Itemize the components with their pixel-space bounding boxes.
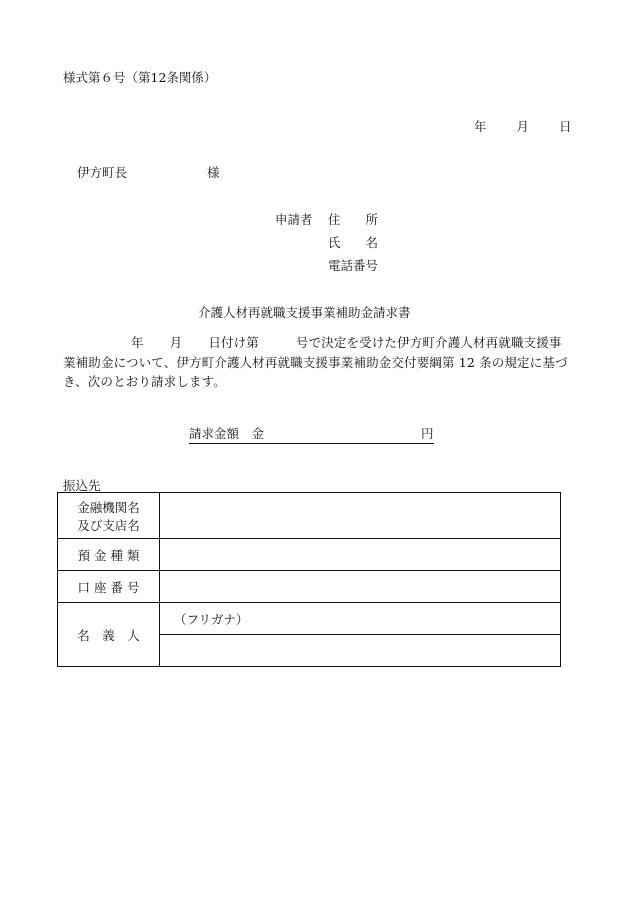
phone-label: 電話番号 <box>328 258 379 273</box>
applicant-lead: 申請者 <box>275 212 313 227</box>
addressee-honorific: 様 <box>207 165 220 180</box>
addressee-name: 伊方町長 <box>77 165 128 180</box>
form-number: 様式第６号（第12条関係） <box>63 70 217 85</box>
date-day: 日 <box>559 119 572 134</box>
bank-label-1: 金融機関名 <box>77 499 140 515</box>
deposit-type-label: 預 金 種 類 <box>58 539 160 571</box>
body-year: 年 <box>131 335 144 350</box>
bank-label-2: 及び支店名 <box>77 517 140 533</box>
body-text: 号で決定を受けた伊方町介護人材再就職支援事業補助金について、伊方町介護人材再就職支援事業補助金交付要綱第 12 条の規定に基づき、次のとおり請求します。 <box>63 335 568 389</box>
account-number-label: 口 座 番 号 <box>58 571 160 603</box>
furigana-field[interactable]: （フリガナ） <box>160 603 561 635</box>
bank-table <box>57 492 561 667</box>
deposit-row <box>58 539 561 571</box>
address-label: 住 所 <box>328 212 379 227</box>
body-month: 月 <box>169 335 183 350</box>
transfer-label: 振込先 <box>63 478 101 493</box>
applicant-block <box>275 208 378 277</box>
amount-yen: 円 <box>421 426 434 441</box>
deposit-type-field[interactable] <box>160 539 561 571</box>
addressee <box>77 163 220 181</box>
account-row <box>58 571 561 603</box>
name-label: 氏 名 <box>328 235 379 250</box>
date-month: 月 <box>516 119 530 134</box>
bank-field[interactable] <box>160 493 561 539</box>
date-line <box>474 117 572 135</box>
account-number-field[interactable] <box>160 571 561 603</box>
request-body <box>63 333 568 392</box>
bank-label-cell <box>58 493 160 539</box>
body-dated-no: 日付け第 <box>208 335 259 350</box>
date-year: 年 <box>474 119 487 134</box>
holder-name-field[interactable] <box>160 635 561 667</box>
document-title: 介護人材再就職支援事業補助金請求書 <box>198 305 411 320</box>
request-amount <box>189 424 434 444</box>
holder-label: 名 義 人 <box>58 603 160 667</box>
amount-label: 請求金額 金 <box>189 426 265 441</box>
bank-row <box>58 493 561 539</box>
holder-row <box>58 603 561 635</box>
